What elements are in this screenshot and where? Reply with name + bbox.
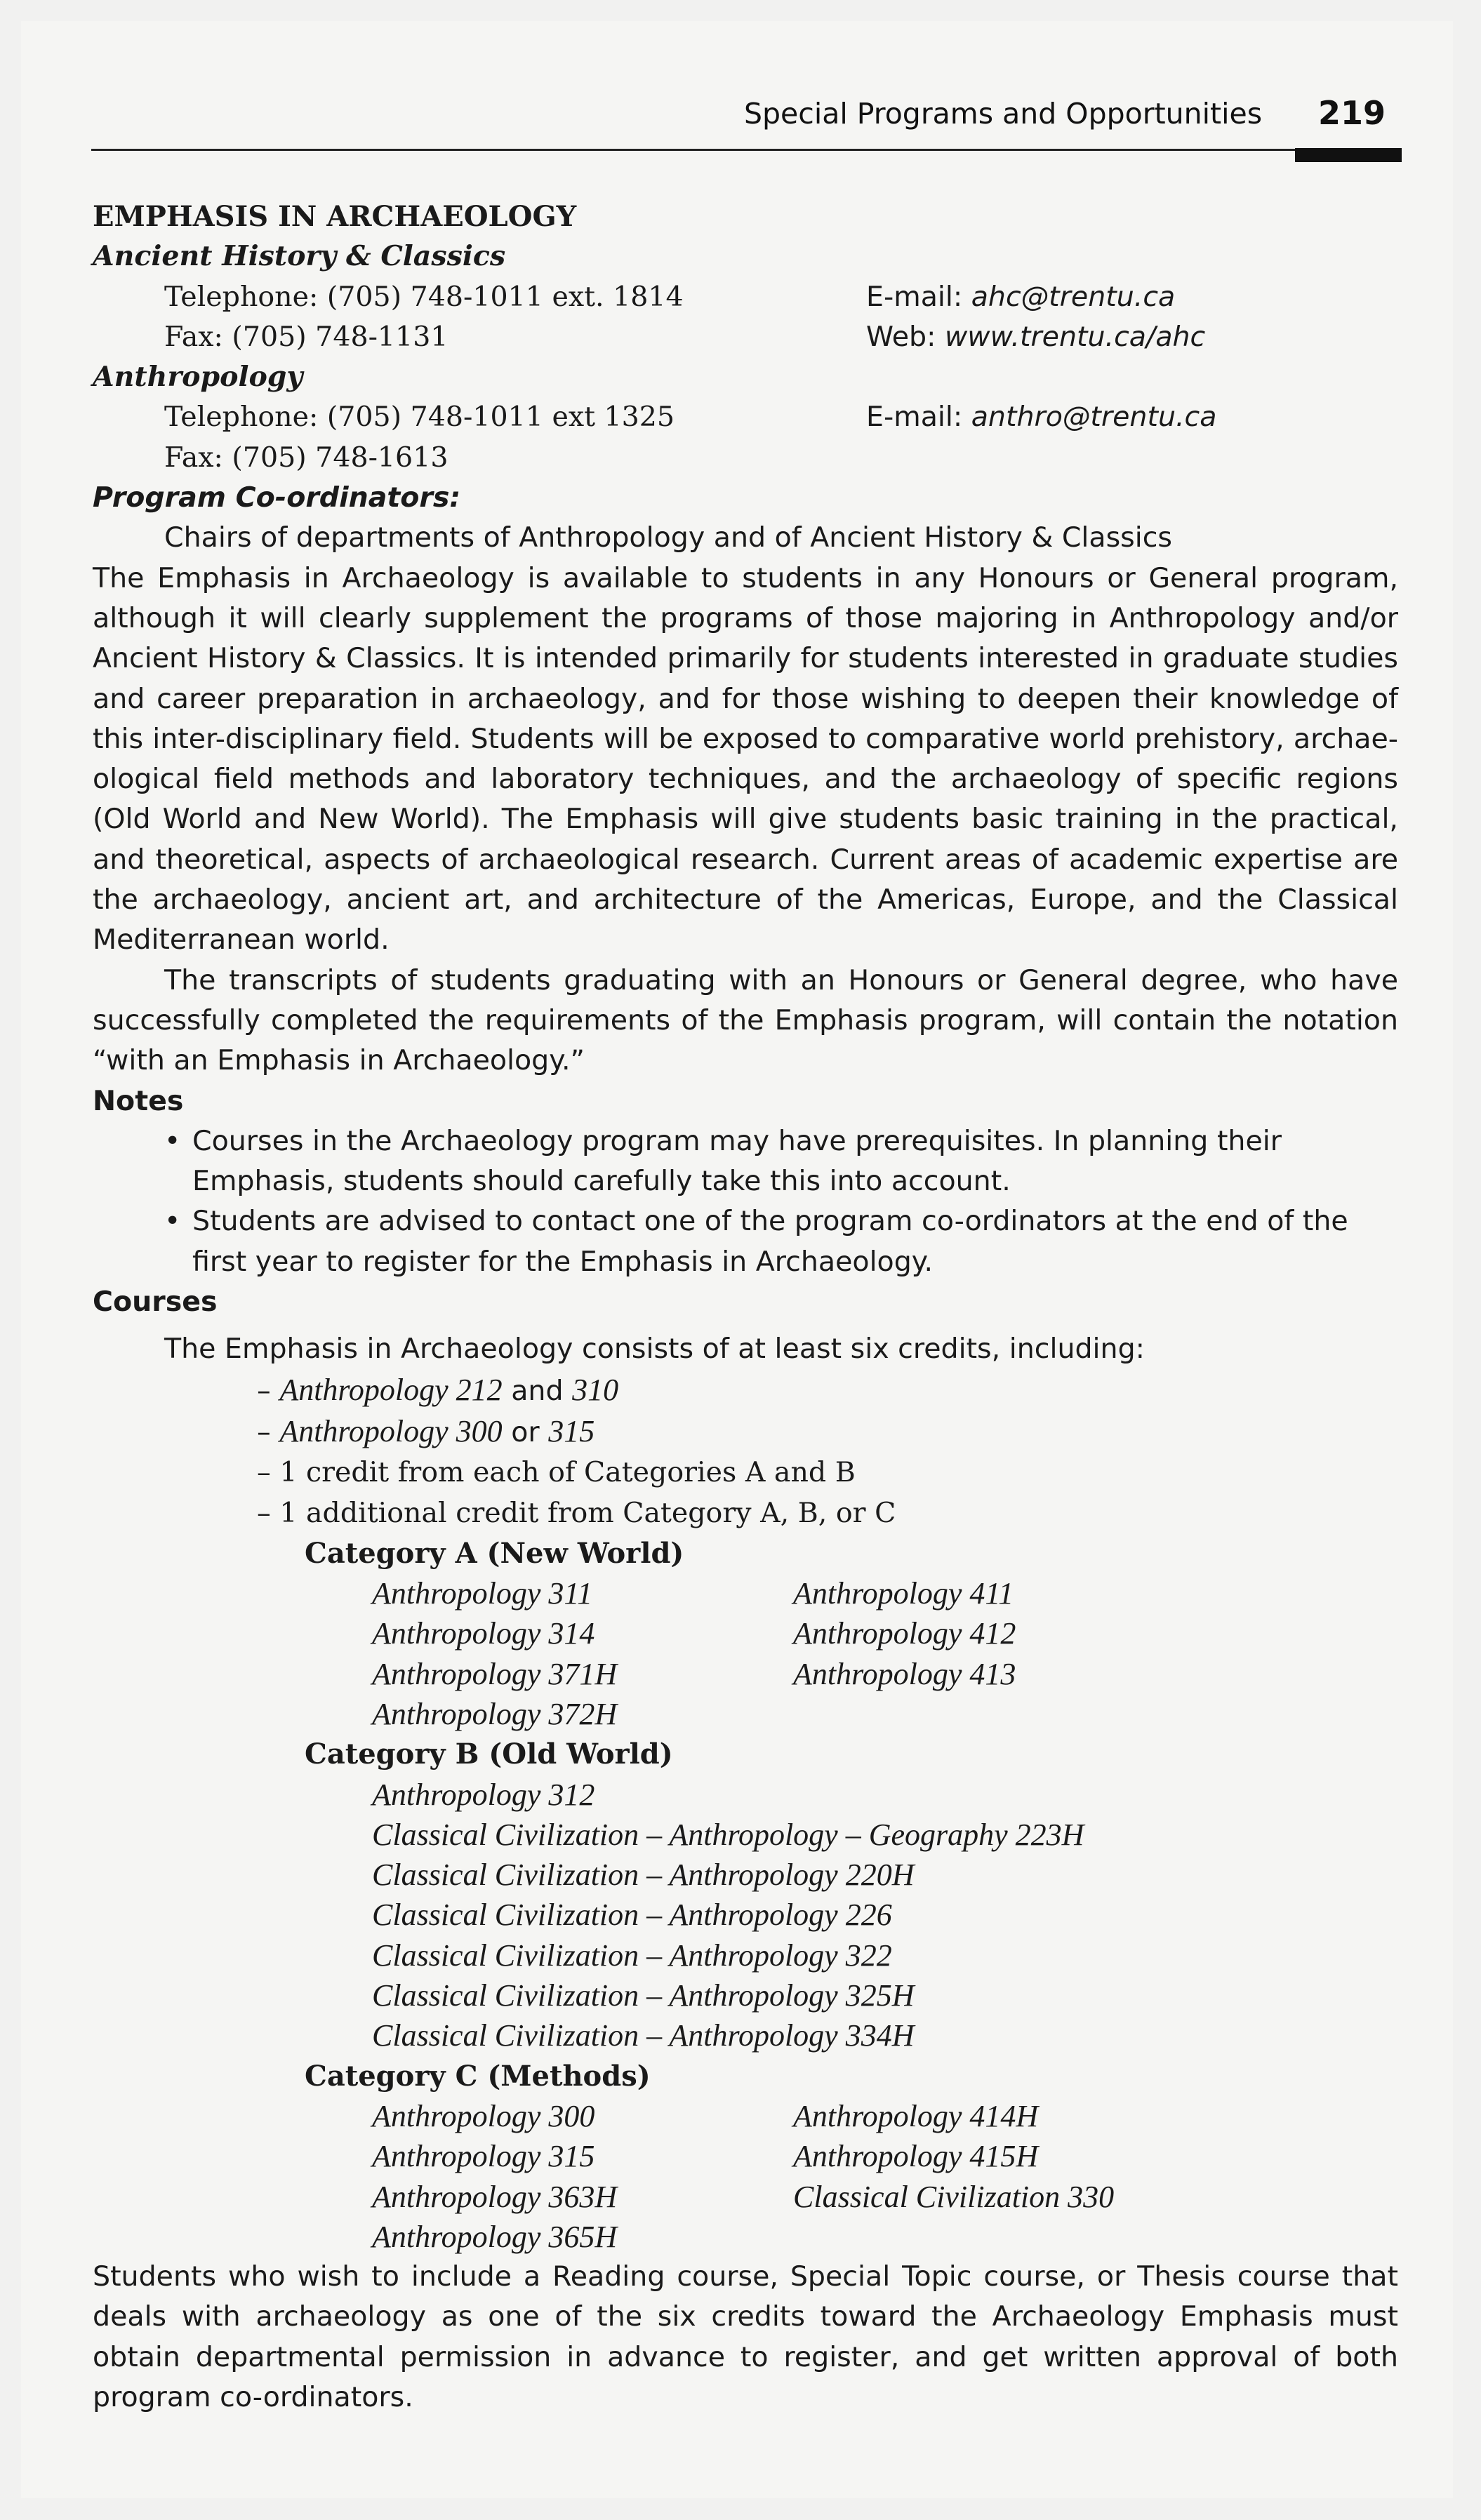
intro-line: Mediterranean world.	[93, 924, 390, 956]
bullet-icon: •	[164, 1205, 181, 1238]
category-b-heading: Category B (Old World)	[305, 1738, 673, 1771]
course-item: Anthropology 363H	[372, 2179, 618, 2214]
intro-line: ological field methods and laboratory techniques, and the archaeology of specific regions	[93, 763, 1398, 796]
course-item: Anthropology 371H	[372, 1656, 618, 1691]
emphasis-title: EMPHASIS IN ARCHAEOLOGY	[93, 200, 577, 233]
note-item	[93, 1121, 1398, 1202]
bullet-icon: •	[164, 1124, 181, 1157]
intro-line: Ancient History & Classics. It is intended primarily for students interested in graduate studies	[93, 642, 1398, 675]
ancient-history-email-label: E-mail:	[866, 280, 963, 313]
transcript-line: The transcripts of students graduating with an Honours or General degree, who have	[164, 964, 1398, 996]
note-line: Students are advised to contact one of the program co-ordinators at the end of the	[192, 1205, 1348, 1238]
note-line: first year to register for the Emphasis in Archaeology.	[192, 1245, 934, 1278]
dash: –	[257, 1415, 271, 1448]
anthropology-fax: Fax: (705) 748-1613	[164, 441, 449, 474]
course-item: Anthropology 311	[372, 1576, 593, 1611]
category-a-heading: Category A (New World)	[305, 1536, 684, 1570]
conjunction: and	[502, 1374, 573, 1407]
category-a-row	[93, 1573, 1398, 1613]
anthropology-contact-row-1	[93, 397, 1398, 437]
course-item: Classical Civilization – Anthropology 334H	[372, 2018, 915, 2053]
course-item: Anthropology 413	[793, 1656, 1016, 1691]
closing-line: Students who wish to include a Reading course, Special Topic course, or Thesis course that	[93, 2260, 1398, 2293]
intro-line: and career preparation in archaeology, and for those wishing to deepen their knowledge of	[93, 682, 1398, 715]
course-item: Classical Civilization – Anthropology 325H	[372, 1978, 915, 2013]
course-item: Anthropology 414H	[793, 2098, 1039, 2133]
coordinators-text: Chairs of departments of Anthropology and of Ancient History & Classics	[164, 521, 1173, 554]
requirement-item	[93, 1493, 1398, 1533]
requirement-text: 1 credit from each of Categories A and B	[279, 1456, 856, 1489]
closing-line: deals with archaeology as one of the six credits toward the Archaeology Emphasis must	[93, 2300, 1398, 2333]
intro-line: The Emphasis in Archaeology is available to students in any Honours or General program,	[93, 561, 1398, 594]
ancient-history-email-link[interactable]: ahc@trentu.ca	[971, 280, 1176, 313]
category-a-row	[93, 1654, 1398, 1694]
dash: –	[257, 1496, 271, 1529]
category-c-row	[93, 2136, 1398, 2176]
requirement-text: 1 additional credit from Category A, B, or C	[279, 1496, 896, 1529]
transcript-paragraph	[93, 961, 1398, 1081]
ancient-history-fax: Fax: (705) 748-1131	[164, 320, 449, 353]
ancient-history-contact-row-2	[93, 317, 1398, 357]
category-c-row	[93, 2217, 1398, 2257]
transcript-line: “with an Emphasis in Archaeology.”	[93, 1044, 585, 1077]
requirement-item	[93, 1370, 1398, 1411]
intro-line: although it will clearly supplement the programs of those majoring in Anthropology and/or	[93, 601, 1398, 634]
course-item: Classical Civilization – Anthropology 220H	[372, 1858, 915, 1893]
requirement-item	[93, 1411, 1398, 1453]
intro-line: and theoretical, aspects of archaeological research. Current areas of academic expertise are	[93, 843, 1398, 876]
notes-heading: Notes	[93, 1084, 184, 1117]
courses-intro: The Emphasis in Archaeology consists of at least six credits, including:	[164, 1333, 1145, 1366]
ancient-history-heading: Ancient History & Classics	[93, 240, 506, 273]
course-item: Anthropology 312	[372, 1777, 595, 1812]
intro-line: this inter-disciplinary field. Students will be exposed to comparative world prehistory, archae-	[93, 722, 1398, 755]
category-a-row	[93, 1694, 1398, 1734]
dash: –	[257, 1374, 271, 1407]
course-item: Anthropology 314	[372, 1616, 595, 1651]
ancient-history-contact-row-1	[93, 277, 1398, 317]
anthropology-email-link[interactable]: anthro@trentu.ca	[971, 401, 1217, 434]
course-item: Classical Civilization 330	[793, 2179, 1115, 2214]
intro-line: the archaeology, ancient art, and architecture of the Americas, Europe, and the Classical	[93, 884, 1398, 916]
running-head: Special Programs and Opportunities	[744, 97, 1263, 131]
category-c-row	[93, 2096, 1398, 2136]
coordinators-heading: Program Co-ordinators:	[93, 481, 461, 514]
category-a-row	[93, 1613, 1398, 1653]
course-item: Anthropology 372H	[372, 1696, 618, 1731]
ancient-history-telephone: Telephone: (705) 748-1011 ext. 1814	[164, 280, 684, 313]
course-item: Anthropology 415H	[793, 2139, 1039, 2174]
header-rule	[91, 149, 1401, 151]
anthropology-telephone: Telephone: (705) 748-1011 ext 1325	[164, 401, 675, 434]
ancient-history-web-label: Web:	[866, 320, 936, 353]
course-item: Anthropology 300	[372, 2098, 595, 2133]
course-item: Anthropology 411	[793, 1576, 1014, 1611]
course-item: Anthropology 365H	[372, 2219, 618, 2254]
requirement-item	[93, 1453, 1398, 1493]
course-name: Anthropology 212	[279, 1372, 503, 1407]
course-item: Anthropology 412	[793, 1616, 1016, 1651]
page	[21, 21, 1453, 2498]
note-line: Emphasis, students should carefully take this into account.	[192, 1165, 1011, 1198]
header-tab-marker	[1295, 148, 1402, 162]
intro-paragraph	[93, 559, 1398, 961]
conjunction: or	[502, 1415, 549, 1448]
course-item: Classical Civilization – Anthropology 226	[372, 1898, 892, 1933]
closing-paragraph	[93, 2257, 1398, 2418]
anthropology-email-label: E-mail:	[866, 401, 963, 434]
main-content	[93, 196, 1398, 2418]
transcript-line: successfully completed the requirements of the Emphasis program, will contain the notation	[93, 1004, 1398, 1036]
course-name: Anthropology 300	[279, 1413, 503, 1448]
closing-line: obtain departmental permission in advance to register, and get written approval of both	[93, 2340, 1398, 2373]
course-number: 310	[572, 1372, 619, 1407]
ancient-history-web-link[interactable]: www.trentu.ca/ahc	[945, 320, 1206, 353]
course-item: Anthropology 315	[372, 2139, 595, 2174]
course-item: Classical Civilization – Anthropology – Geography 223H	[372, 1817, 1084, 1852]
anthropology-heading: Anthropology	[93, 361, 303, 394]
intro-line: (Old World and New World). The Emphasis will give students basic training in the practical,	[93, 803, 1398, 836]
category-c-heading: Category C (Methods)	[305, 2059, 651, 2093]
note-line: Courses in the Archaeology program may have prerequisites. In planning their	[192, 1124, 1282, 1157]
dash: –	[257, 1456, 271, 1489]
course-item: Classical Civilization – Anthropology 322	[372, 1938, 892, 1973]
courses-heading: Courses	[93, 1286, 218, 1319]
closing-line: program co-ordinators.	[93, 2381, 413, 2414]
category-c-row	[93, 2177, 1398, 2217]
page-number: 219	[1318, 94, 1386, 132]
course-number: 315	[548, 1413, 595, 1448]
note-item	[93, 1201, 1398, 1282]
